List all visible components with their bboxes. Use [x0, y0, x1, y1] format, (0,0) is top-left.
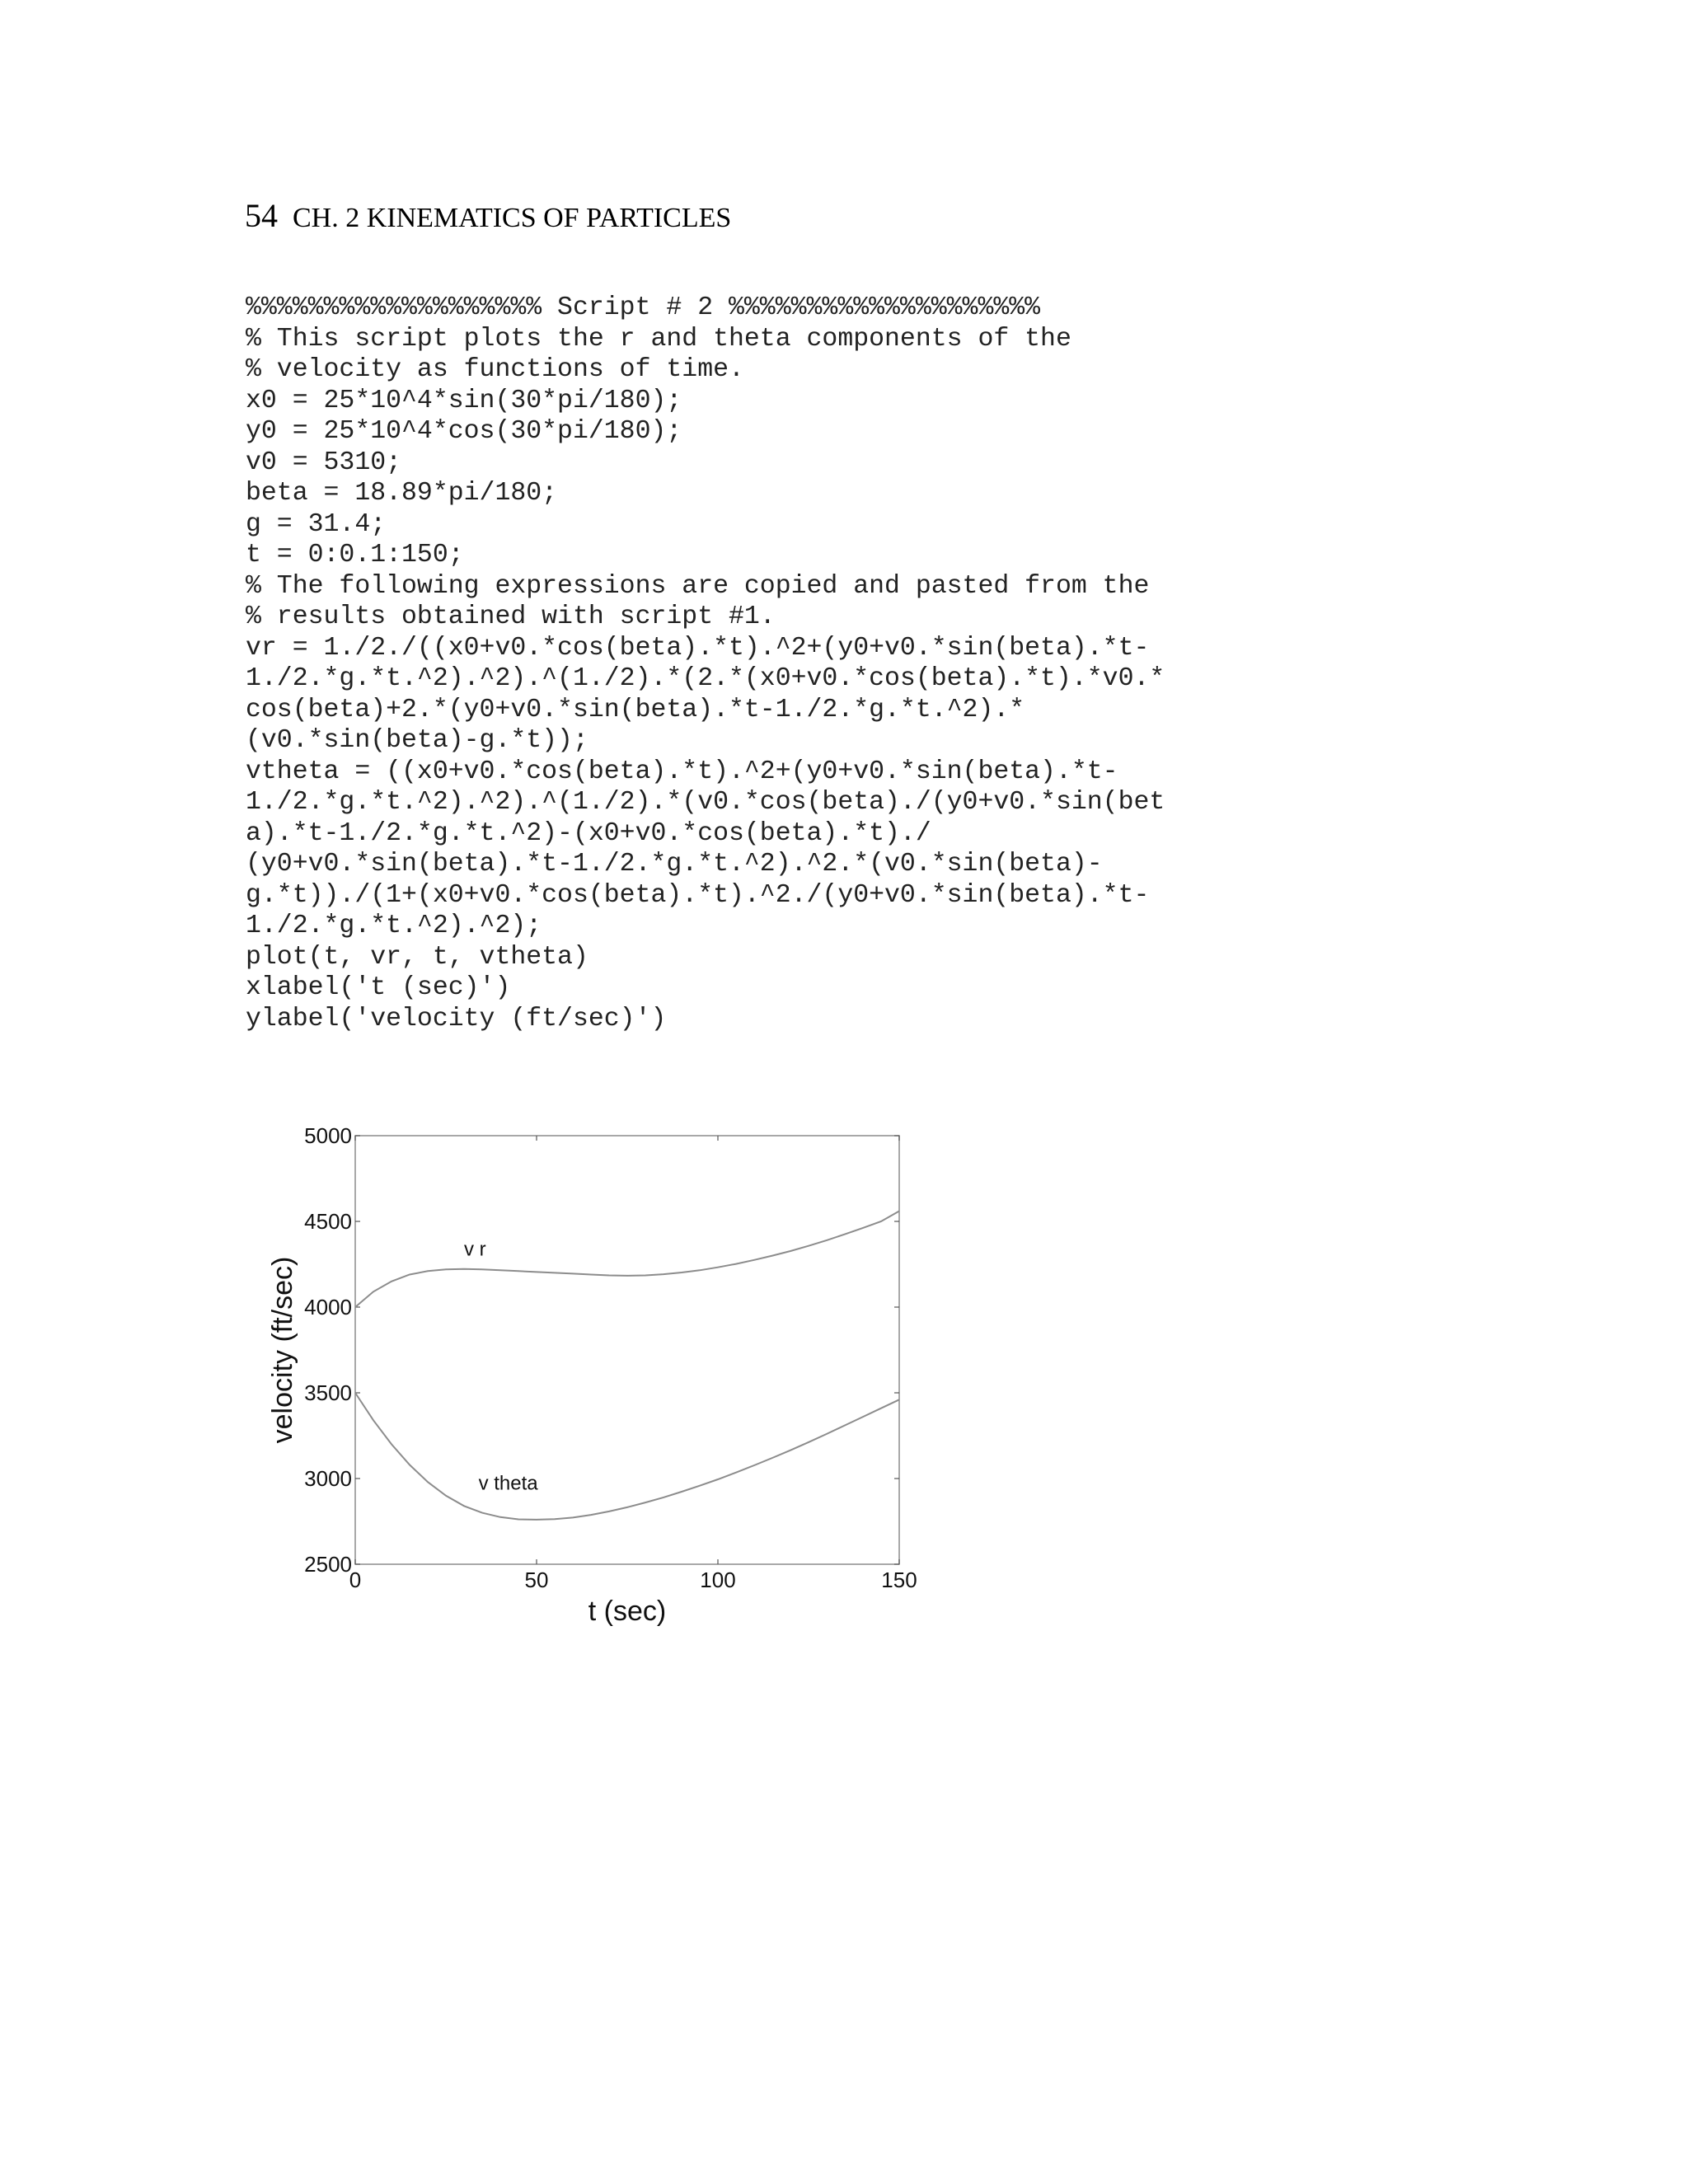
- code-line: a).*t-1./2.*g.*t.^2)-(x0+v0.*cos(beta).*t)./: [246, 818, 931, 848]
- code-line: ylabel('velocity (ft/sec)'): [246, 1004, 667, 1033]
- code-line: v0 = 5310;: [246, 448, 402, 477]
- code-line: xlabel('t (sec)'): [246, 973, 511, 1002]
- y-tick-label: 2500: [304, 1552, 352, 1577]
- code-line: 1./2.*g.*t.^2).^2).^(1./2).*(2.*(x0+v0.*cos(beta).*t).*v0.*: [246, 664, 1165, 693]
- page-number: 54: [245, 197, 278, 234]
- code-line: % This script plots the r and theta components of the: [246, 324, 1071, 354]
- running-header: [245, 196, 731, 235]
- code-line: 1./2.*g.*t.^2).^2).^(1./2).*(v0.*cos(beta)./(y0+v0.*sin(bet: [246, 788, 1165, 817]
- x-tick-label: 150: [881, 1568, 917, 1592]
- code-line: vtheta = ((x0+v0.*cos(beta).*t).^2+(y0+v0.*sin(beta).*t-: [246, 757, 1118, 786]
- code-line: % results obtained with script #1.: [246, 602, 776, 631]
- code-line: % velocity as functions of time.: [246, 355, 744, 384]
- code-line: (y0+v0.*sin(beta).*t-1./2.*g.*t.^2).^2.*(v0.*sin(beta)-: [246, 850, 1103, 879]
- code-line: g.*t))./(1+(x0+v0.*cos(beta).*t).^2./(y0+v0.*sin(beta).*t-: [246, 880, 1150, 910]
- series-label: v theta: [478, 1472, 538, 1495]
- code-line: beta = 18.89*pi/180;: [246, 479, 558, 508]
- code-line: y0 = 25*10^4*cos(30*pi/180);: [246, 417, 682, 446]
- velocity-chart: [264, 1121, 940, 1648]
- code-listing: [246, 293, 1165, 1034]
- code-line: 1./2.*g.*t.^2).^2);: [246, 912, 542, 940]
- y-tick-label: 3500: [304, 1380, 352, 1405]
- code-line: % The following expressions are copied and pasted from the: [246, 571, 1150, 601]
- code-line: t = 0:0.1:150;: [246, 541, 464, 569]
- plot-frame: [355, 1136, 899, 1564]
- code-line: x0 = 25*10^4*sin(30*pi/180);: [246, 386, 682, 415]
- x-tick-label: 50: [524, 1568, 549, 1592]
- code-line: g = 31.4;: [246, 509, 387, 539]
- code-line: (v0.*sin(beta)-g.*t));: [246, 726, 588, 755]
- code-line: cos(beta)+2.*(y0+v0.*sin(beta).*t-1./2.*g.*t.^2).*: [246, 695, 1025, 724]
- x-tick-label: 0: [349, 1568, 362, 1592]
- y-tick-label: 3000: [304, 1466, 352, 1491]
- y-tick-label: 5000: [304, 1123, 352, 1148]
- chart-svg: [264, 1121, 940, 1648]
- code-line: %%%%%%%%%%%%%%%%%%% Script # 2 %%%%%%%%%%%%%%%%%%%%: [246, 293, 1041, 322]
- code-line: vr = 1./2./((x0+v0.*cos(beta).*t).^2+(y0+v0.*sin(beta).*t-: [246, 633, 1150, 663]
- x-tick-label: 100: [700, 1568, 736, 1592]
- x-axis-label: t (sec): [588, 1596, 667, 1627]
- y-tick-label: 4500: [304, 1209, 352, 1234]
- code-line: plot(t, vr, t, vtheta): [246, 942, 588, 972]
- series-label: v r: [464, 1238, 486, 1261]
- series-line: [355, 1212, 899, 1308]
- chapter-title: CH. 2 KINEMATICS OF PARTICLES: [293, 203, 732, 233]
- series-line: [355, 1393, 899, 1520]
- y-axis-label: velocity (ft/sec): [267, 1256, 298, 1444]
- y-tick-label: 4000: [304, 1295, 352, 1319]
